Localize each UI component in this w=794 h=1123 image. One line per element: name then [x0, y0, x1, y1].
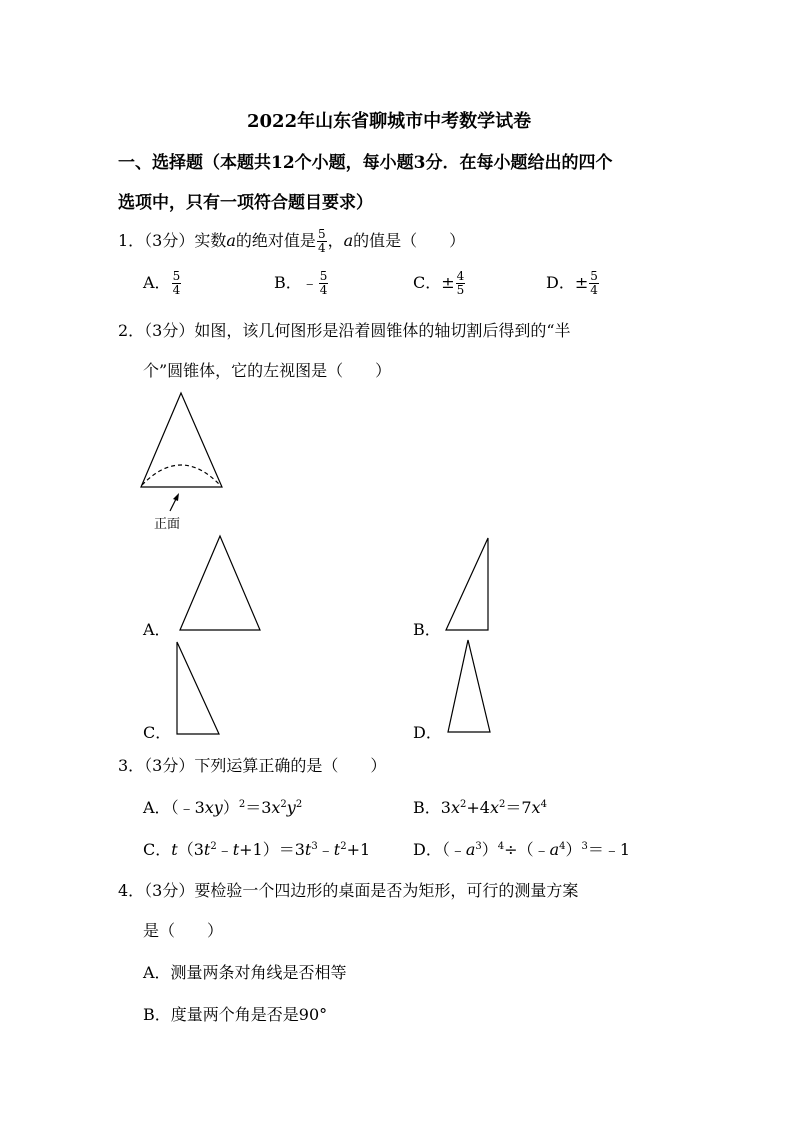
option-label: C．	[413, 273, 442, 292]
question-1-stem	[118, 228, 465, 255]
q2-option-d-narrow-triangle[interactable]	[446, 637, 494, 735]
section-heading-line1: 一、选择题（本题共12个小题，每小题3分．在每小题给出的四个	[118, 153, 613, 173]
question-4-line1: 4．（3分）要检验一个四边形的桌面是否为矩形，可行的测量方案	[118, 881, 579, 900]
q1-option-a[interactable]	[143, 270, 182, 297]
q2-option-b-label[interactable]: B．	[413, 620, 441, 639]
q1-fraction-denominator: 4	[317, 241, 326, 255]
cone-outline	[141, 393, 222, 487]
q1-stem-post: 的值是（ ）	[353, 231, 466, 250]
q1-option-c[interactable]	[413, 270, 466, 297]
option-sign: ±	[574, 273, 589, 292]
option-label: C．	[143, 840, 172, 859]
option-fraction	[319, 270, 329, 297]
q1-fraction-numerator: 5	[317, 227, 326, 241]
question-2-line1: 2．（3分）如图，该几何图形是沿着圆锥体的轴切割后得到的“半	[118, 321, 571, 340]
q3-option-a[interactable]: A．$(﹣3xy)^2=3x^2y^2$	[143, 798, 303, 817]
q2-option-a-isosceles-triangle[interactable]	[178, 533, 263, 633]
option-label: D．	[546, 273, 575, 292]
q4-option-a[interactable]: A．测量两条对角线是否相等	[143, 963, 347, 982]
fraction-denominator: 4	[172, 283, 181, 297]
fraction-numerator: 5	[319, 269, 328, 283]
q3-option-d[interactable]: D．$(﹣a^3)^4\div(﹣a^4)^3=﹣1$	[413, 840, 631, 859]
fraction-numerator: 5	[590, 269, 598, 283]
option-fraction	[172, 270, 182, 297]
option-fraction	[456, 270, 466, 297]
fraction-denominator: 4	[590, 283, 598, 297]
fraction-denominator: 5	[456, 283, 465, 297]
q1-stem-mid2: ，	[327, 231, 344, 250]
hidden-arc	[142, 465, 220, 485]
q1-stem-pre: 1．（3分）实数	[118, 231, 227, 250]
q1-fraction	[317, 228, 327, 255]
option-label: A．	[143, 273, 171, 292]
q4-option-b[interactable]: B．度量两个角是否是90°	[143, 1005, 328, 1024]
q2-option-a-label[interactable]: A．	[143, 620, 171, 639]
option-sign: ﹣	[301, 273, 318, 292]
fraction-denominator: 4	[319, 283, 328, 297]
page-title: 2022年山东省聊城市中考数学试卷	[247, 111, 532, 132]
section-heading-line2: 选项中，只有一项符合题目要求）	[118, 193, 373, 213]
option-label: A．	[143, 798, 171, 817]
q2-option-c-right-triangle[interactable]	[175, 639, 223, 737]
question-4-line2: 是（ ）	[143, 921, 224, 940]
q2-option-b-right-triangle[interactable]	[444, 535, 492, 633]
option-sign: ±	[441, 273, 455, 292]
q1-var-a: a	[226, 231, 236, 250]
q3-option-b[interactable]: B．$3x^2+4x^2=7x^4$	[413, 798, 547, 817]
q1-stem-mid: 的绝对值是	[235, 231, 316, 250]
option-fraction	[589, 270, 599, 297]
q1-option-b[interactable]	[274, 270, 329, 297]
question-2-line2: 个”圆锥体，它的左视图是（ ）	[143, 361, 392, 380]
q3-option-c[interactable]: C．$t(3t^2﹣t+1)=3t^3﹣t^2+1$	[143, 840, 371, 859]
q1-option-d[interactable]	[546, 270, 600, 297]
half-cone-figure	[130, 385, 240, 525]
q1-var-a2: a	[343, 231, 354, 250]
question-3-stem: 3．（3分）下列运算正确的是（ ）	[118, 756, 387, 775]
front-arrow-head	[173, 493, 179, 501]
q2-option-c-label[interactable]: C．	[143, 723, 172, 742]
option-label: D．	[413, 840, 442, 859]
option-label: B．	[413, 798, 441, 817]
fraction-numerator: 5	[172, 269, 181, 283]
option-label: B．	[274, 273, 302, 292]
fraction-numerator: 4	[456, 269, 465, 283]
q2-option-d-label[interactable]: D．	[413, 723, 442, 742]
front-label: 正面	[154, 517, 181, 532]
